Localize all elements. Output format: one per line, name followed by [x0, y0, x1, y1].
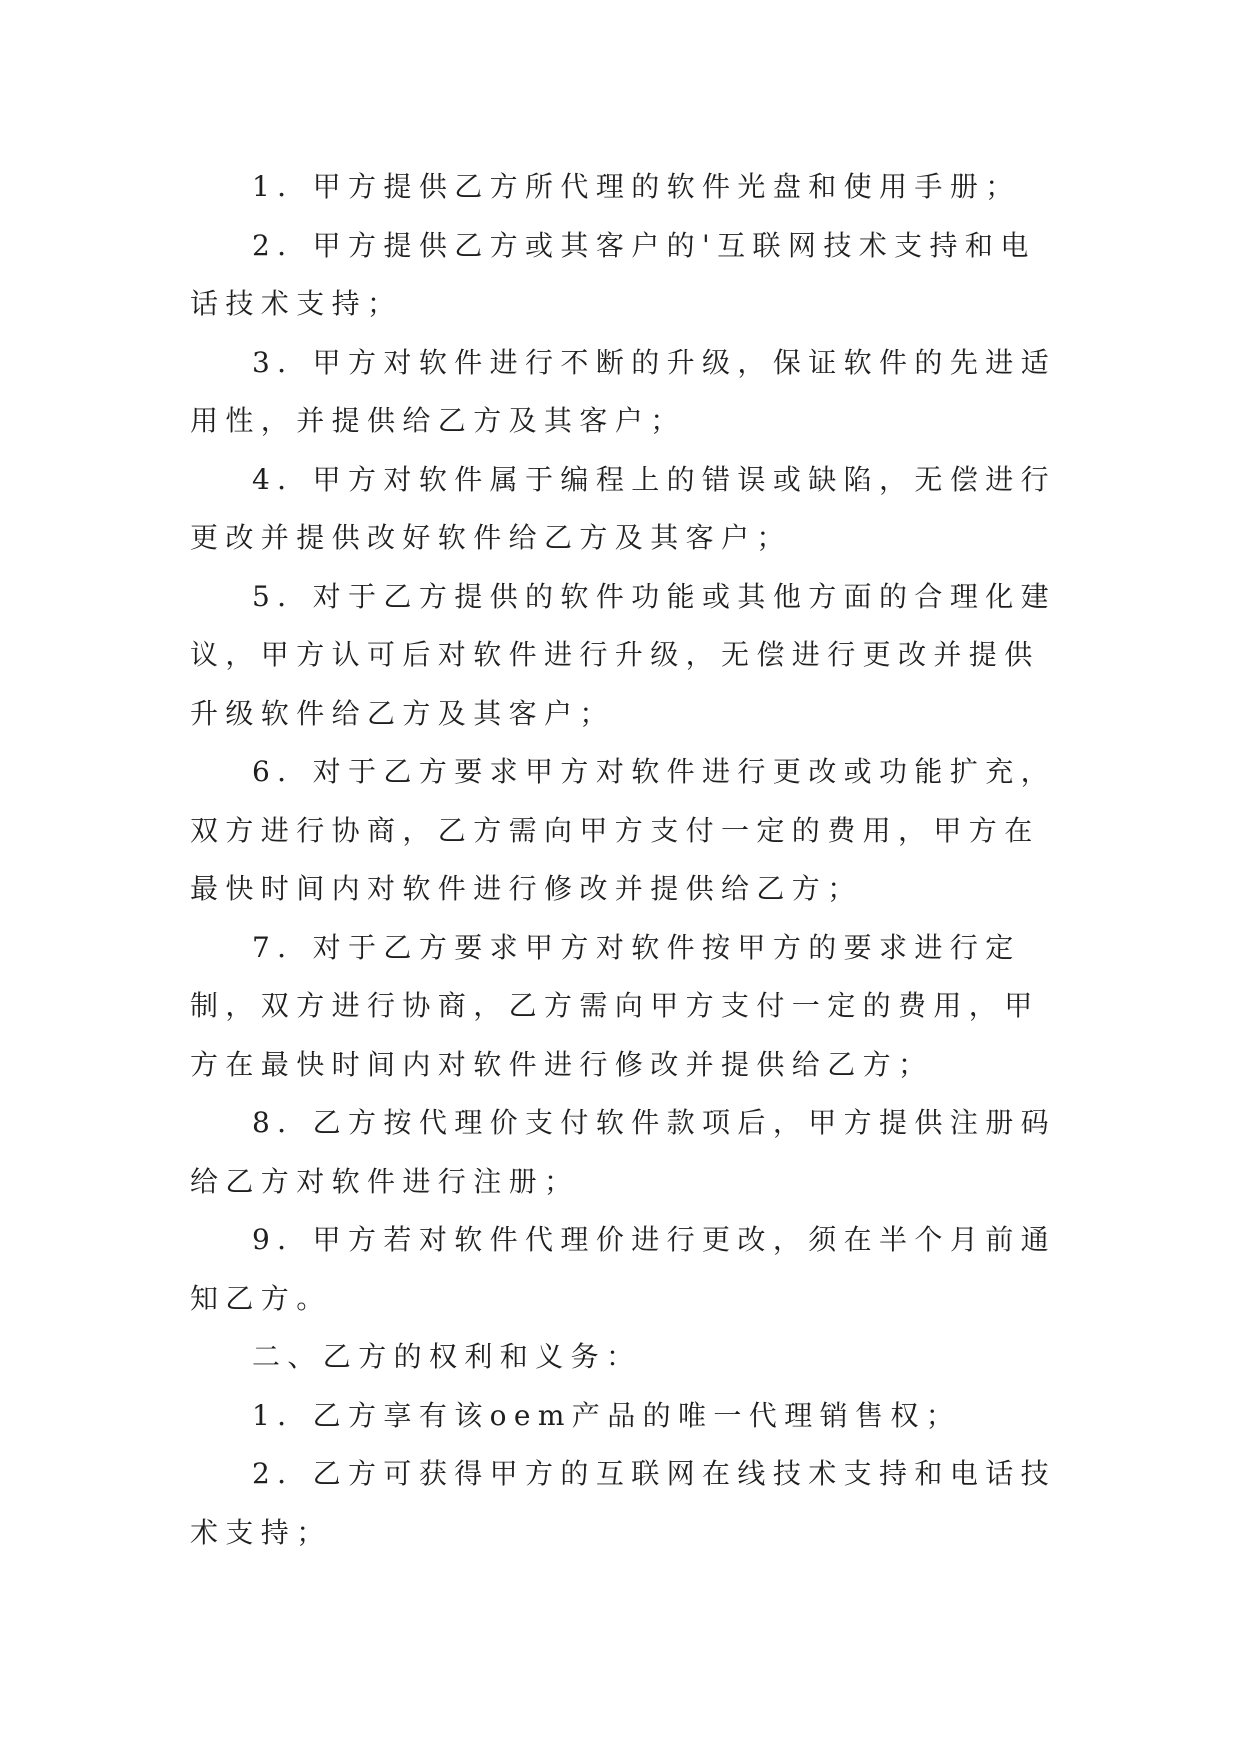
paragraph-b1: 1．乙方享有该oem产品的唯一代理销售权；	[252, 1398, 962, 1432]
paragraph-1: 1．甲方提供乙方所代理的软件光盘和使用手册；	[252, 170, 1021, 203]
document-body	[190, 158, 1058, 1562]
paragraph-3: 3．甲方对软件进行不断的升级，保证软件的先进适用性，并提供给乙方及其客户；	[190, 345, 1057, 437]
paragraph-b2: 2．乙方可获得甲方的互联网在线技术支持和电话技术支持；	[190, 1457, 1057, 1549]
paragraph-5: 5．对于乙方提供的软件功能或其他方面的合理化建议，甲方认可后对软件进行升级，无偿进行更改并提供升级软件给乙方及其客户；	[190, 579, 1057, 730]
paragraph-4: 4．甲方对软件属于编程上的错误或缺陷，无偿进行更改并提供改好软件给乙方及其客户；	[190, 462, 1057, 554]
paragraph-9: 9．甲方若对软件代理价进行更改，须在半个月前通知乙方。	[190, 1223, 1057, 1315]
paragraph-8: 8．乙方按代理价支付软件款项后，甲方提供注册码给乙方对软件进行注册；	[190, 1106, 1057, 1198]
paragraph-7: 7．对于乙方要求甲方对软件按甲方的要求进行定制，双方进行协商，乙方需向甲方支付一定的费用，甲方在最快时间内对软件进行修改并提供给乙方；	[190, 930, 1040, 1081]
section-heading-party-b: 二、乙方的权利和义务：	[252, 1340, 642, 1373]
paragraph-2: 2．甲方提供乙方或其客户的'互联网技术支持和电话技术支持；	[190, 228, 1036, 320]
paragraph-6: 6．对于乙方要求甲方对软件进行更改或功能扩充，双方进行协商，乙方需向甲方支付一定的费用，甲方在最快时间内对软件进行修改并提供给乙方；	[190, 755, 1057, 905]
